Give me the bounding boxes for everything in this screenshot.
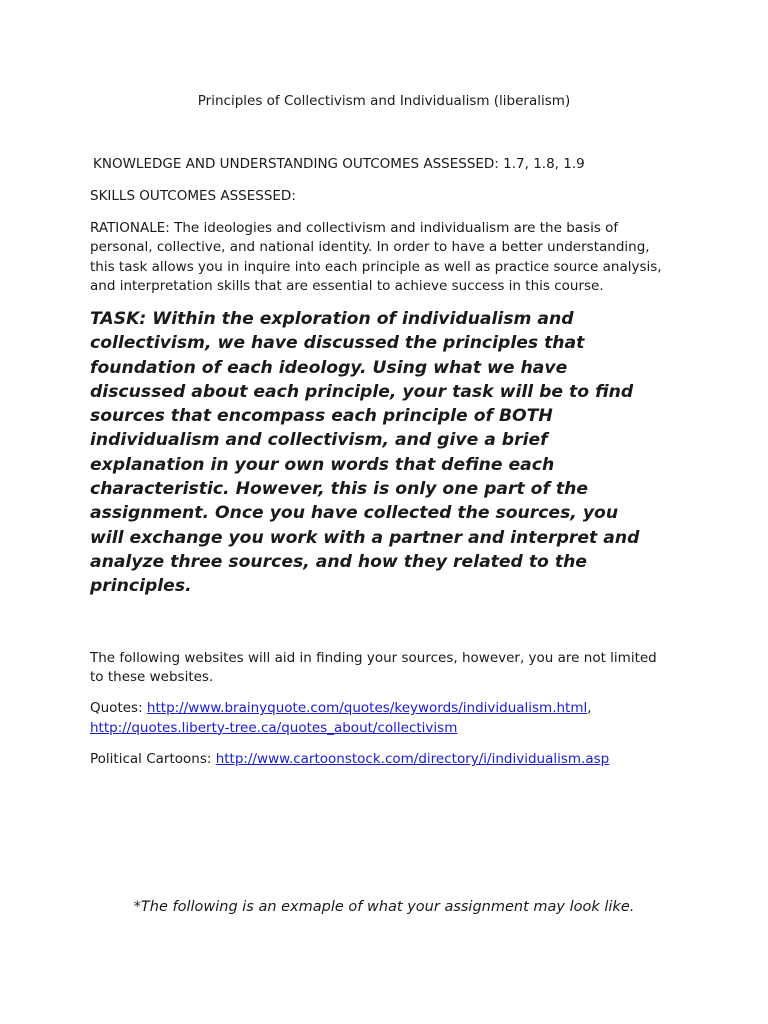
task-line: sources that encompass each principle of BOTH [90, 406, 553, 427]
task-line: explanation in your own words that define each [90, 454, 555, 475]
task-line: TASK: Within the exploration of individualism and [90, 309, 574, 329]
task-line: assignment. Once you have collected the sources, you [90, 503, 619, 524]
websites-intro-line: to these websites. [90, 669, 214, 685]
brainyquote-link[interactable]: http://www.brainyquote.com/quotes/keywords/individualism.html [146, 700, 588, 716]
task-line: principles. [90, 576, 192, 597]
rationale-line: RATIONALE: The ideologies and collectivism and individualism are the basis of [90, 220, 619, 236]
task-paragraph [90, 307, 690, 599]
rationale-line: and interpretation skills that are essential to achieve success in this course. [90, 277, 604, 294]
task-line: individualism and collectivism, and give a brief [90, 430, 548, 451]
quotes-separator: , [587, 700, 592, 716]
cartoons-section [90, 750, 609, 769]
document-title: Principles of Collectivism and Individualism (liberalism) [197, 93, 571, 109]
skills-outcomes: SKILLS OUTCOMES ASSESSED: [90, 188, 296, 204]
example-note: *The following is an exmaple of what your assignment may look like. [133, 899, 635, 915]
task-line: characteristic. However, this is only one part of the [90, 479, 589, 500]
knowledge-outcomes: KNOWLEDGE AND UNDERSTANDING OUTCOMES ASSESSED: 1.7, 1.8, 1.9 [93, 156, 585, 172]
quotes-row [90, 719, 690, 739]
task-line: collectivism, we have discussed the principles that [90, 333, 585, 354]
liberty-tree-link[interactable]: http://quotes.liberty-tree.ca/quotes_about/collectivism [90, 719, 458, 736]
rationale-line: this task allows you in inquire into each principle as well as practice source analysis, [90, 258, 662, 275]
cartoonstock-link[interactable]: http://www.cartoonstock.com/directory/i/individualism.asp [215, 751, 610, 767]
websites-intro [90, 649, 690, 687]
task-line: foundation of each ideology. Using what we have [90, 357, 568, 378]
quotes-section [90, 699, 690, 738]
quotes-row [90, 699, 690, 719]
quotes-label: Quotes: [90, 700, 147, 716]
task-line: analyze three sources, and how they related to the [90, 551, 587, 572]
rationale-line: personal, collective, and national identity. In order to have a better understanding, [90, 239, 650, 256]
websites-intro-line: The following websites will aid in finding your sources, however, you are not limited [90, 650, 657, 666]
task-line: will exchange you work with a partner and interpret and [90, 527, 640, 548]
rationale-paragraph [90, 219, 690, 296]
task-line: discussed about each principle, your task will be to find [90, 381, 634, 402]
cartoons-label: Political Cartoons: [90, 751, 216, 767]
